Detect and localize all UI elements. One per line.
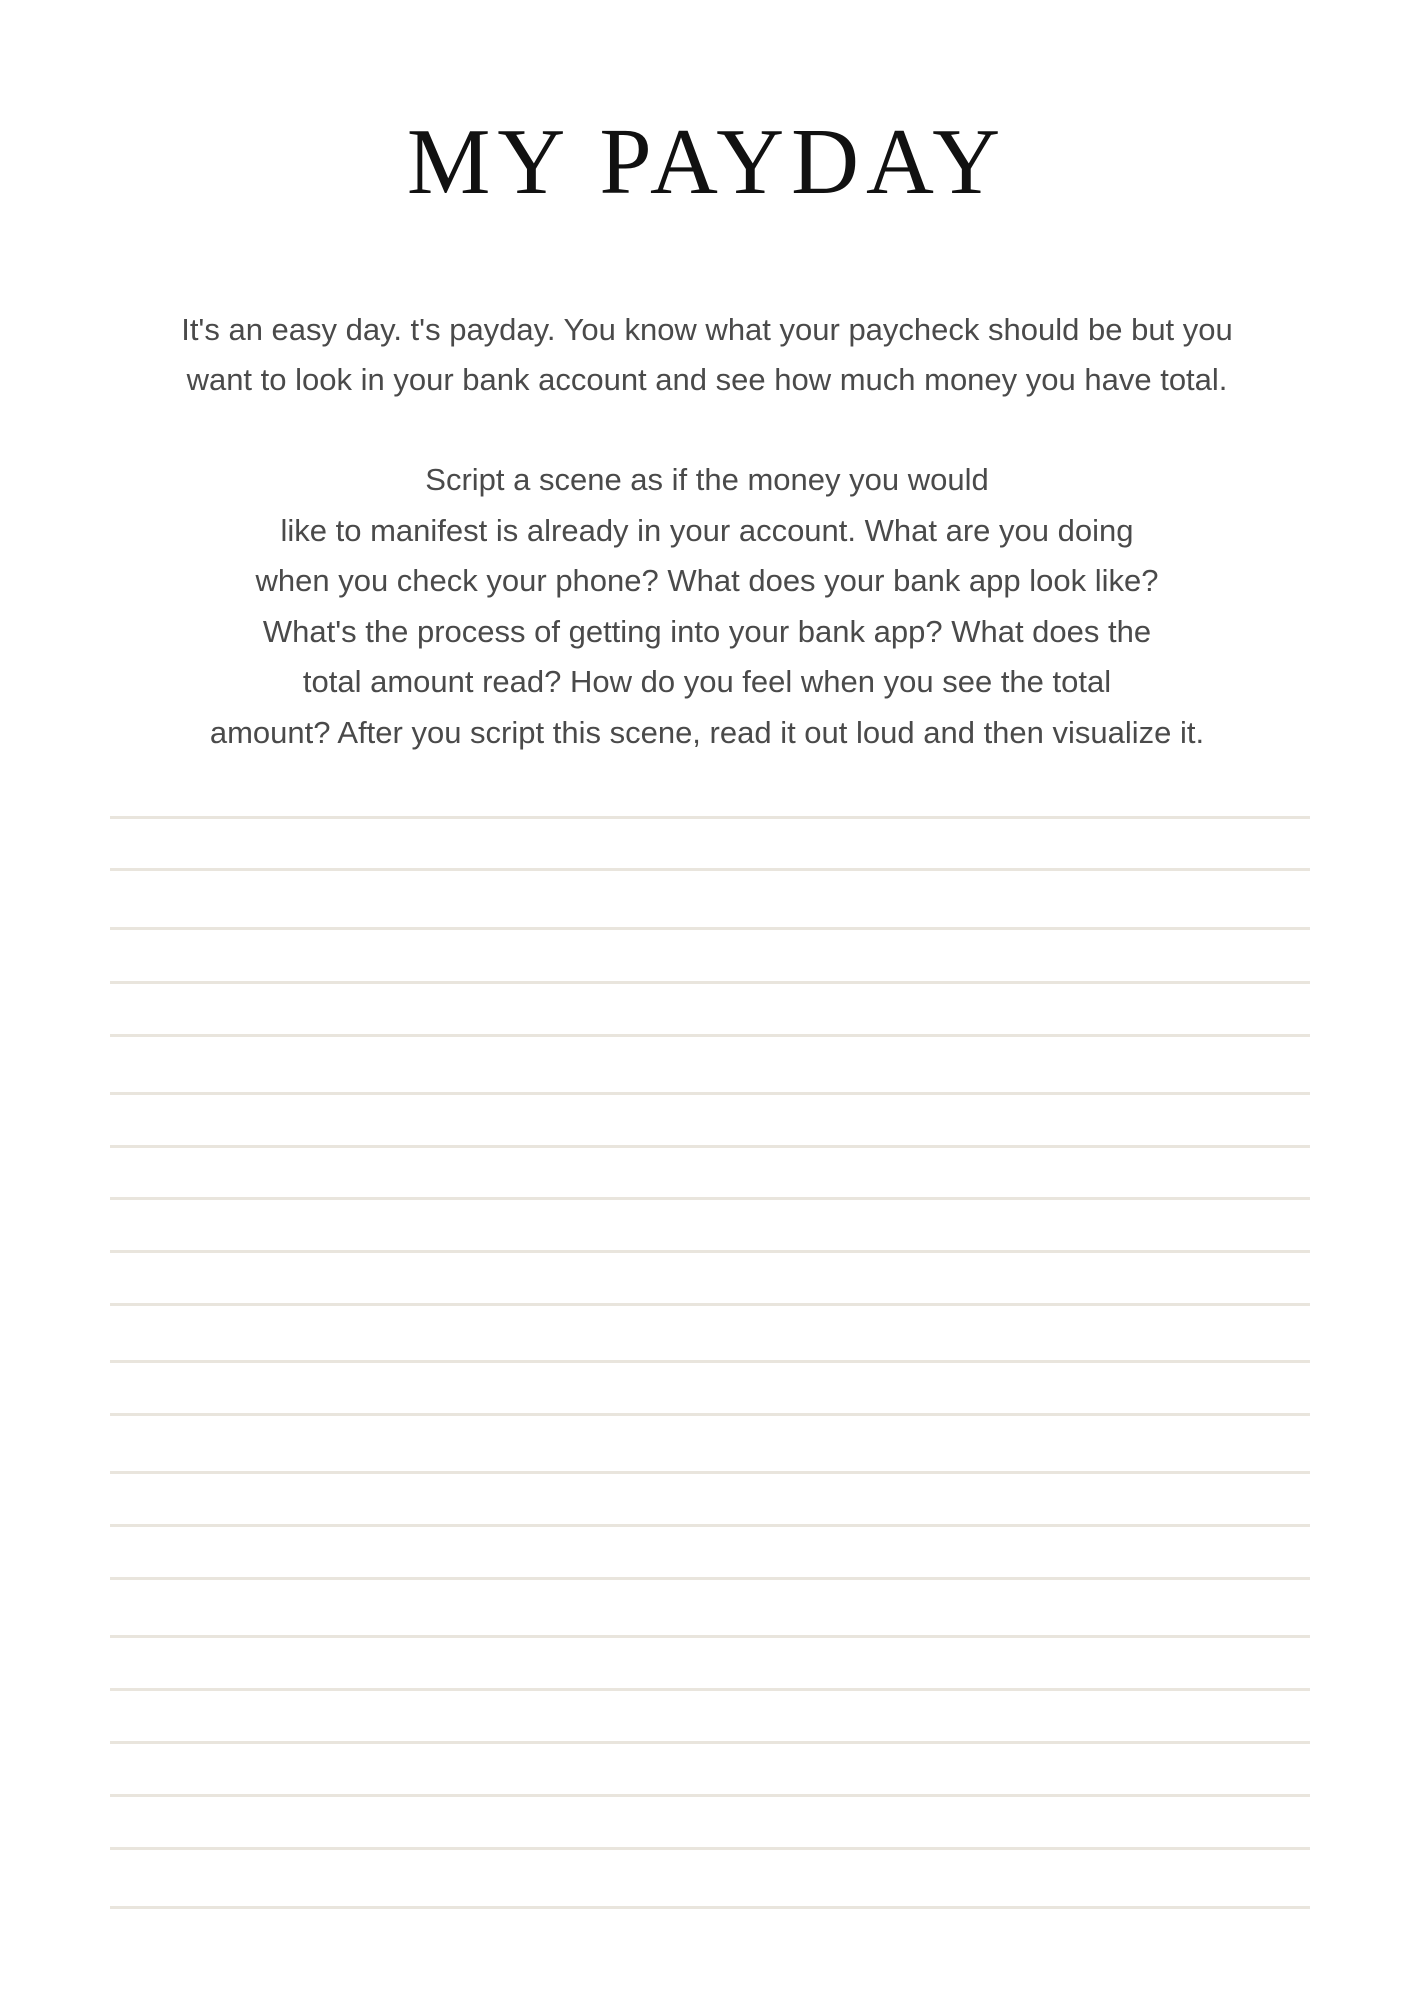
- writing-line: [110, 1741, 1310, 1744]
- writing-line: [110, 868, 1310, 871]
- prompt-line: when you check your phone? What does your bank app look like?: [255, 563, 1159, 598]
- prompt-line: What's the process of getting into your bank app? What does the: [262, 613, 1152, 649]
- writing-line: [110, 1906, 1310, 1909]
- prompt-line: total amount read? How do you feel when you see the total: [302, 664, 1112, 699]
- writing-line: [110, 1197, 1310, 1200]
- writing-line: [110, 1092, 1310, 1095]
- writing-line: [110, 1034, 1310, 1037]
- writing-line: [110, 1847, 1310, 1850]
- writing-line: [110, 1577, 1310, 1580]
- writing-line: [110, 816, 1310, 819]
- page-title: MY PAYDAY: [406, 110, 1008, 214]
- writing-line: [110, 1360, 1310, 1363]
- writing-line: [110, 981, 1310, 984]
- prompt-line: like to manifest is already in your account. What are you doing: [280, 512, 1134, 548]
- writing-area[interactable]: [110, 0, 1310, 2000]
- writing-line: [110, 927, 1310, 930]
- writing-line: [110, 1413, 1310, 1416]
- prompt-line: Script a scene as if the money you would: [425, 462, 989, 497]
- writing-line: [110, 1524, 1310, 1527]
- writing-line: [110, 1688, 1310, 1691]
- writing-line: [110, 1303, 1310, 1306]
- prompt-line: amount? After you script this scene, read it out loud and then visualize it.: [209, 714, 1205, 750]
- writing-line: [110, 1635, 1310, 1638]
- writing-line: [110, 1471, 1310, 1474]
- intro-line: It's an easy day. t's payday. You know what your paycheck should be but you: [181, 312, 1233, 347]
- writing-line: [110, 1250, 1310, 1253]
- intro-line: want to look in your bank account and see how much money you have total.: [186, 362, 1228, 397]
- writing-line: [110, 1145, 1310, 1148]
- writing-line: [110, 1794, 1310, 1797]
